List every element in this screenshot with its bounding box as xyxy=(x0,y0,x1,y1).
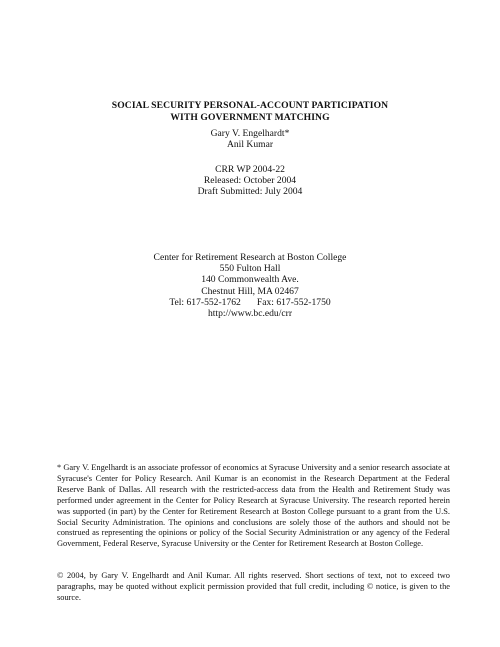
copyright-notice: © 2004, by Gary V. Engelhardt and Anil Kumar. All rights reserved. Short sections of text, not to exceed two paragraphs, may be quoted without explicit permission provided that full credit, including © notice, is given to the source. xyxy=(57,571,450,602)
website-link[interactable]: http://www.bc.edu/crr xyxy=(207,308,293,320)
title-line-2: WITH GOVERNMENT MATCHING xyxy=(170,112,330,123)
city-state-zip: Chestnut Hill, MA 02467 xyxy=(201,285,299,297)
working-paper-number: CRR WP 2004-22 xyxy=(215,164,285,175)
hall-name: 550 Fulton Hall xyxy=(219,263,281,275)
title-line-1: SOCIAL SECURITY PERSONAL-ACCOUNT PARTICIPATION xyxy=(111,100,389,111)
author-1: Gary V. Engelhardt* xyxy=(210,128,290,139)
telephone-number: Tel: 617-552-1762 xyxy=(169,296,241,308)
author-list xyxy=(0,128,500,150)
street-address: 140 Commonwealth Ave. xyxy=(201,274,299,286)
author-2: Anil Kumar xyxy=(226,139,274,150)
paper-title xyxy=(0,100,500,124)
draft-submitted-date: Draft Submitted: July 2004 xyxy=(197,186,303,197)
fax-number: Fax: 617-552-1750 xyxy=(256,296,331,308)
working-paper-info xyxy=(0,164,500,197)
contact-address xyxy=(0,252,500,319)
organization-name: Center for Retirement Research at Boston College xyxy=(153,252,347,263)
phone-fax-line xyxy=(0,297,500,308)
release-date: Released: October 2004 xyxy=(203,175,297,186)
author-footnote: * Gary V. Engelhardt is an associate professor of economics at Syracuse University and a senior research associate at Syracuse's Center for Policy Research. Anil Kumar is an economist in the Research Department at the Federal Reserve Bank of Dallas. All research with the restricted-access data from the Health and Retirement Study was performed under agreement in the Center for Policy Research at Syracuse University. The research reported herein was supported (in part) by the Center for Retirement Research at Boston College pursuant to a grant from the U.S. Social Security Administration. The opinions and conclusions are solely those of the authors and should not be construed as representing the opinions or policy of the Social Security Administration or any agency of the Federal Government, Federal Reserve, Syracuse University or the Center for Retirement Research at Boston College. xyxy=(57,463,450,549)
